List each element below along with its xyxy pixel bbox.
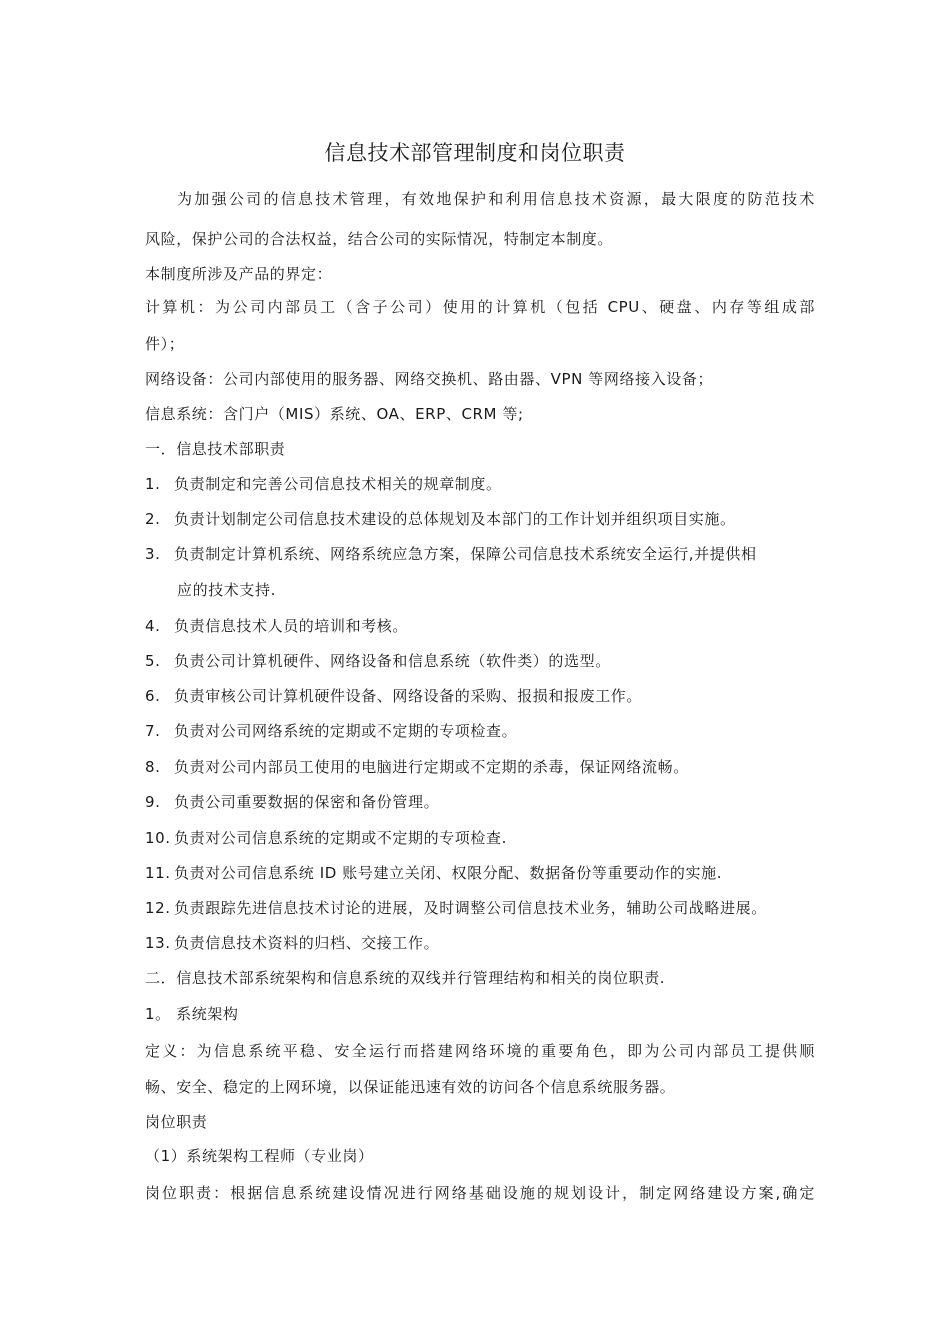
post-duty-heading: 岗位职责 <box>145 1113 208 1131</box>
duty-text: 负责公司重要数据的保密和备份管理。 <box>174 793 440 811</box>
section-1-heading: 一．信息技术部职责 <box>145 440 286 458</box>
duty-text: 负责计划制定公司信息技术建设的总体规划及本部门的工作计划并组织项目实施。 <box>174 510 736 528</box>
section-2-heading: 二．信息技术部系统架构和信息系统的双线并行管理结构和相关的岗位职责. <box>145 969 666 987</box>
duty-text: 负责信息技术人员的培训和考核。 <box>174 617 409 635</box>
duty-item <box>145 473 815 495</box>
info-system-definition: 信息系统：含门户（MIS）系统、OA、ERP、CRM 等; <box>145 405 524 423</box>
subsection-1-heading: 1。 系统架构 <box>145 1005 239 1023</box>
duty-text: 负责对公司信息系统 ID 账号建立关闭、权限分配、数据备份等重要动作的实施. <box>174 864 723 882</box>
duty-item <box>145 508 815 530</box>
duty-item <box>145 827 815 849</box>
duty-number: 13. <box>145 934 171 952</box>
definition-line-2: 畅、安全、稳定的上网环境，以保证能迅速有效的访问各个信息系统服务器。 <box>145 1078 676 1096</box>
duty-number: 2. <box>145 510 161 528</box>
duty-item <box>145 862 815 884</box>
duty-text: 负责审核公司计算机硬件设备、网络设备的采购、报损和报废工作。 <box>174 687 643 705</box>
role-1-heading: （1）系统架构工程师（专业岗） <box>145 1147 374 1165</box>
duty-text: 负责对公司内部员工使用的电脑进行定期或不定期的杀毒，保证网络流畅。 <box>174 758 689 776</box>
duty-text: 负责制定和完善公司信息技术相关的规章制度。 <box>174 475 502 493</box>
duty-number: 3. <box>145 545 161 563</box>
duty-item <box>145 932 815 954</box>
duty-item <box>145 897 815 919</box>
duty-number: 11. <box>145 864 171 882</box>
computer-definition-line-2: 件）； <box>145 335 185 353</box>
duty-item <box>145 650 815 672</box>
duty-number: 12. <box>145 899 171 917</box>
document-title: 信息技术部管理制度和岗位职责 <box>324 141 626 165</box>
duty-number: 6. <box>145 687 161 705</box>
duty-item <box>145 756 815 778</box>
computer-definition-line-1: 计算机：为公司内部员工（含子公司）使用的计算机（包括 CPU、硬盘、内存等组成部 <box>145 298 815 316</box>
duty-number: 8. <box>145 758 161 776</box>
duty-text: 负责信息技术资料的归档、交接工作。 <box>174 934 440 952</box>
role-1-duty-line-1: 岗位职责：根据信息系统建设情况进行网络基础设施的规划设计，制定网络建设方案,确定 <box>145 1184 815 1202</box>
duty-item <box>145 543 815 565</box>
intro-paragraph-line-1: 为加强公司的信息技术管理，有效地保护和利用信息技术资源，最大限度的防范技术 <box>177 190 815 208</box>
definition-line-1: 定义：为信息系统平稳、安全运行而搭建网络环境的重要角色，即为公司内部员工提供顺 <box>145 1042 815 1060</box>
intro-paragraph-line-2: 风险，保护公司的合法权益，结合公司的实际情况，特制定本制度。 <box>145 230 614 248</box>
duty-text: 负责跟踪先进信息技术讨论的进展，及时调整公司信息技术业务，辅助公司战略进展。 <box>174 899 767 917</box>
duty-item <box>145 615 815 637</box>
duty-number: 9. <box>145 793 161 811</box>
duty-text: 负责公司计算机硬件、网络设备和信息系统（软件类）的选型。 <box>174 652 611 670</box>
duty-item <box>145 720 815 742</box>
duty-number: 10. <box>145 829 171 847</box>
duty-item <box>145 685 815 707</box>
duty-number: 4. <box>145 617 161 635</box>
scope-heading: 本制度所涉及产品的界定： <box>145 265 333 283</box>
duty-number: 5. <box>145 652 161 670</box>
duty-number: 7. <box>145 722 161 740</box>
duty-text: 负责对公司网络系统的定期或不定期的专项检查。 <box>174 722 518 740</box>
network-device-definition: 网络设备：公司内部使用的服务器、网络交换机、路由器、VPN 等网络接入设备； <box>145 370 714 388</box>
duty-item-continuation <box>177 579 815 601</box>
duty-item <box>145 791 815 813</box>
duty-number: 1. <box>145 475 161 493</box>
duty-text: 应的技术支持. <box>177 581 276 599</box>
duty-text: 负责制定计算机系统、网络系统应急方案，保障公司信息技术系统安全运行,并提供相 <box>174 545 757 563</box>
duty-text: 负责对公司信息系统的定期或不定期的专项检查. <box>174 829 507 847</box>
